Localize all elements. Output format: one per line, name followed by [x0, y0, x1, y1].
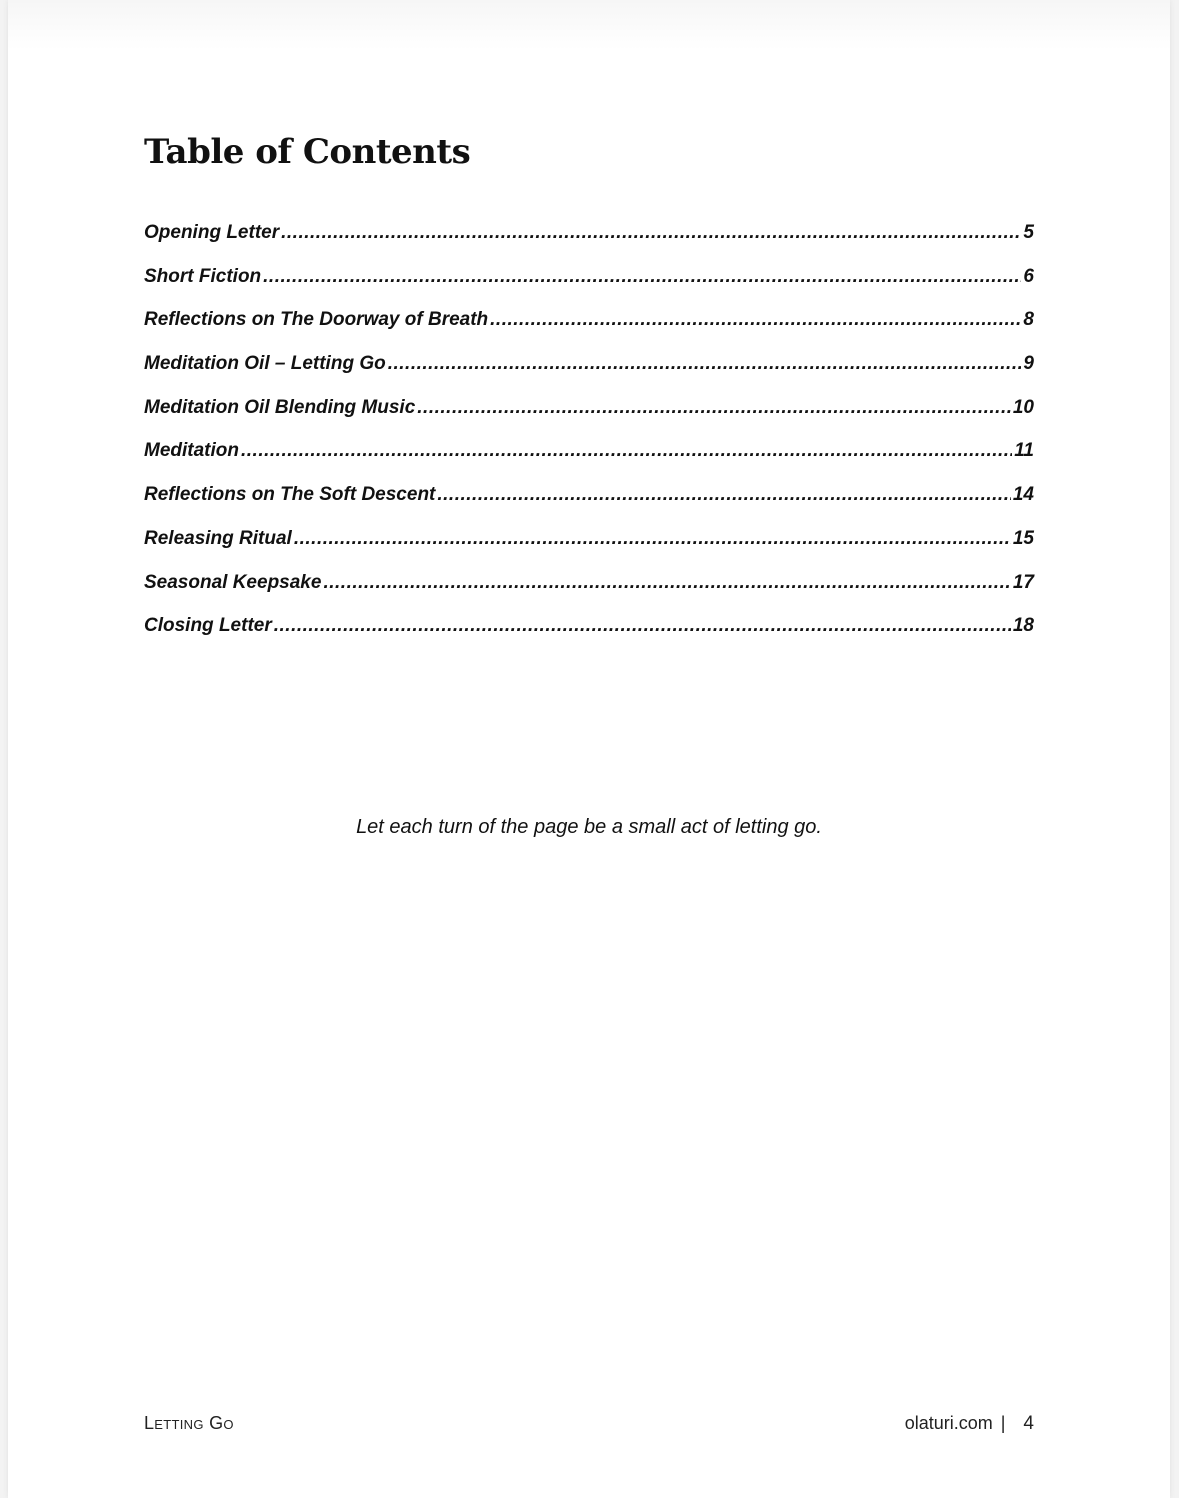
- toc-entry[interactable]: [144, 572, 1034, 616]
- toc-entry[interactable]: [144, 615, 1034, 659]
- toc-entry-page: 10: [1012, 396, 1034, 418]
- toc-entry-page: 11: [1014, 440, 1034, 462]
- toc-entry-label: Seasonal Keepsake: [144, 571, 322, 593]
- toc-entry-page: 17: [1012, 571, 1034, 593]
- toc-leader-dots: [490, 309, 1021, 331]
- toc-entry-page: 6: [1023, 265, 1034, 287]
- toc-leader-dots: [263, 266, 1021, 288]
- toc-entry-label: Meditation Oil Blending Music: [144, 396, 416, 418]
- page-top-shade: [8, 0, 1170, 50]
- toc-entry-label: Reflections on The Doorway of Breath: [144, 309, 489, 331]
- toc-entry-page: 18: [1012, 615, 1034, 637]
- table-of-contents: [144, 222, 1034, 659]
- toc-entry-page: 8: [1023, 309, 1034, 331]
- toc-entry[interactable]: [144, 222, 1034, 266]
- toc-entry-page: 15: [1012, 527, 1034, 549]
- page-title: Table of Contents: [144, 132, 471, 172]
- toc-leader-dots: [323, 572, 1010, 594]
- toc-leader-dots: [417, 397, 1011, 419]
- toc-entry-label: Short Fiction: [144, 265, 262, 287]
- toc-entry[interactable]: [144, 528, 1034, 572]
- toc-entry-label: Meditation Oil – Letting Go: [144, 353, 386, 375]
- footer-right: [905, 1413, 1034, 1435]
- toc-entry-label: Meditation: [144, 440, 239, 462]
- footer-separator: |: [1000, 1413, 1006, 1433]
- footer-document-title: Letting Go: [144, 1413, 234, 1433]
- toc-entry[interactable]: [144, 440, 1034, 484]
- toc-leader-dots: [388, 353, 1022, 375]
- toc-leader-dots: [274, 615, 1011, 637]
- toc-entry-label: Closing Letter: [144, 615, 272, 637]
- toc-leader-dots: [281, 222, 1021, 244]
- toc-entry[interactable]: [144, 309, 1034, 353]
- toc-entry-label: Opening Letter: [144, 222, 280, 243]
- toc-entry-page: 14: [1012, 484, 1034, 506]
- footer-site-link[interactable]: olaturi.com: [904, 1413, 993, 1433]
- toc-leader-dots: [437, 484, 1010, 506]
- toc-entry[interactable]: [144, 397, 1034, 441]
- toc-entry[interactable]: [144, 484, 1034, 528]
- toc-entry-label: Reflections on The Soft Descent: [144, 484, 436, 506]
- toc-entry-label: Releasing Ritual: [144, 527, 292, 549]
- toc-leader-dots: [294, 528, 1011, 550]
- toc-entry-page: 5: [1023, 222, 1034, 243]
- footer-page-number: 4: [1023, 1413, 1034, 1434]
- document-page: [8, 0, 1170, 1498]
- toc-entry-page: 9: [1023, 353, 1034, 375]
- epigraph-quote: Let each turn of the page be a small act of letting go.: [356, 816, 822, 838]
- toc-entry[interactable]: [144, 353, 1034, 397]
- toc-leader-dots: [241, 440, 1012, 462]
- toc-entry[interactable]: [144, 266, 1034, 310]
